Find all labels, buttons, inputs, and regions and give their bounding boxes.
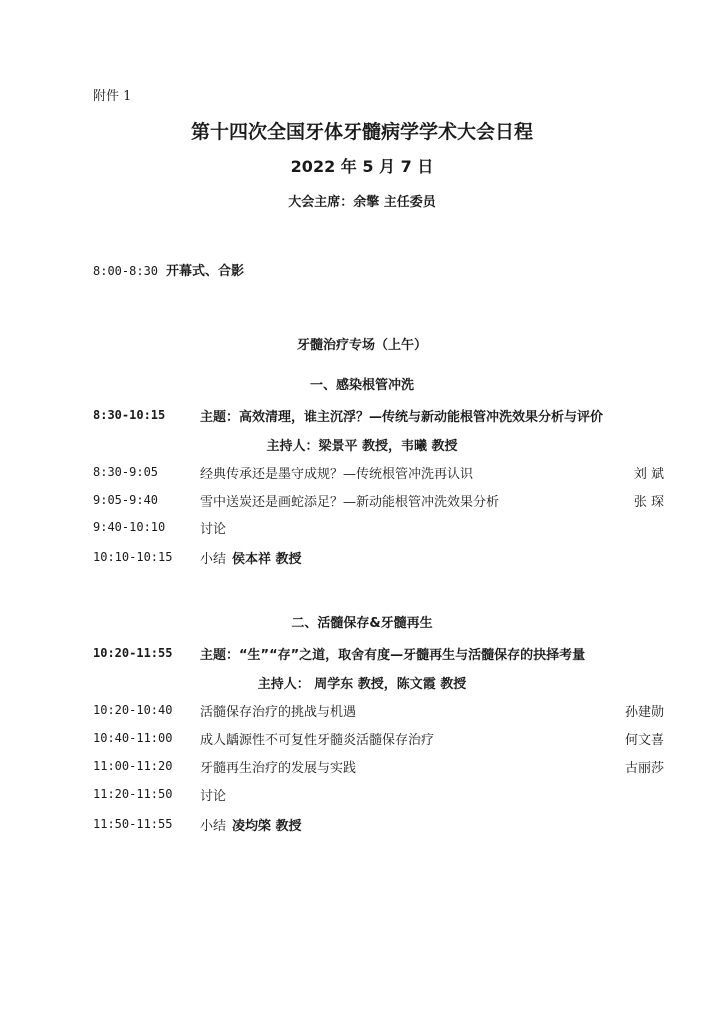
schedule-row-time: 9:40-10:10 <box>93 520 166 534</box>
schedule-row-time: 8:30-9:05 <box>93 465 159 479</box>
session-theme-time: 8:30-10:15 <box>93 408 166 422</box>
schedule-row-time: 10:40-11:00 <box>93 731 173 745</box>
schedule-row-topic: 经典传承还是墨守成规？—传统根管冲洗再认识 <box>200 467 474 482</box>
session-hosts: 主持人：梁景平 教授，韦曦 教授 <box>266 439 458 454</box>
summary-row <box>200 548 302 567</box>
attachment-label: 附件 1 <box>93 89 132 104</box>
schedule-row-topic: 成人龋源性不可复性牙髓炎活髓保存治疗 <box>200 733 435 748</box>
schedule-row-speaker: 孙建勋 <box>624 705 664 720</box>
schedule-row-time: 9:05-9:40 <box>93 493 159 507</box>
session-theme-time: 10:20-11:55 <box>93 646 173 660</box>
session-hosts: 主持人： 周学东 教授，陈文霞 教授 <box>257 677 467 692</box>
schedule-row-topic: 讨论 <box>200 522 227 537</box>
schedule-row-speaker: 刘 斌 <box>633 467 664 482</box>
schedule-row-topic: 雪中送炭还是画蛇添足？—新动能根管冲洗效果分析 <box>200 495 500 510</box>
schedule-row-topic: 牙髓再生治疗的发展与实践 <box>200 761 357 776</box>
opening-ceremony-row <box>93 260 244 279</box>
summary-label: 小结 <box>200 552 227 567</box>
page-title: 第十四次全国牙体牙髓病学学术大会日程 <box>190 121 533 143</box>
schedule-row-topic: 讨论 <box>200 789 227 804</box>
session-heading: 一、感染根管冲洗 <box>309 378 414 393</box>
opening-time: 8:00-8:30 <box>93 264 159 278</box>
summary-label: 小结 <box>200 819 227 834</box>
summary-time: 10:10-10:15 <box>93 550 173 564</box>
summary-name: 侯本祥 教授 <box>232 552 302 567</box>
schedule-row-speaker: 古丽莎 <box>624 761 664 776</box>
schedule-row-speaker: 何文喜 <box>624 733 664 748</box>
opening-name: 开幕式、合影 <box>166 264 245 279</box>
special-session-heading: 牙髓治疗专场（上午） <box>296 338 427 353</box>
session-theme: 主题：高效清理，谁主沉浮？—传统与新动能根管冲洗效果分析与评价 <box>200 410 604 425</box>
summary-time: 11:50-11:55 <box>93 817 173 831</box>
schedule-row-time: 11:00-11:20 <box>93 759 173 773</box>
conference-chair: 大会主席：余擎 主任委员 <box>288 195 436 210</box>
schedule-row-speaker: 张 琛 <box>633 495 664 510</box>
summary-row <box>200 815 302 834</box>
schedule-row-time: 10:20-10:40 <box>93 703 173 717</box>
session-theme: 主题：“生”“存”之道，取舍有度—牙髓再生与活髓保存的抉择考量 <box>200 648 586 663</box>
conference-date: 2022 年 5 月 7 日 <box>290 157 434 176</box>
session-heading: 二、活髓保存&牙髓再生 <box>291 616 433 631</box>
summary-name: 凌均棨 教授 <box>232 819 302 834</box>
schedule-row-topic: 活髓保存治疗的挑战与机遇 <box>200 705 357 720</box>
schedule-row-time: 11:20-11:50 <box>93 787 173 801</box>
